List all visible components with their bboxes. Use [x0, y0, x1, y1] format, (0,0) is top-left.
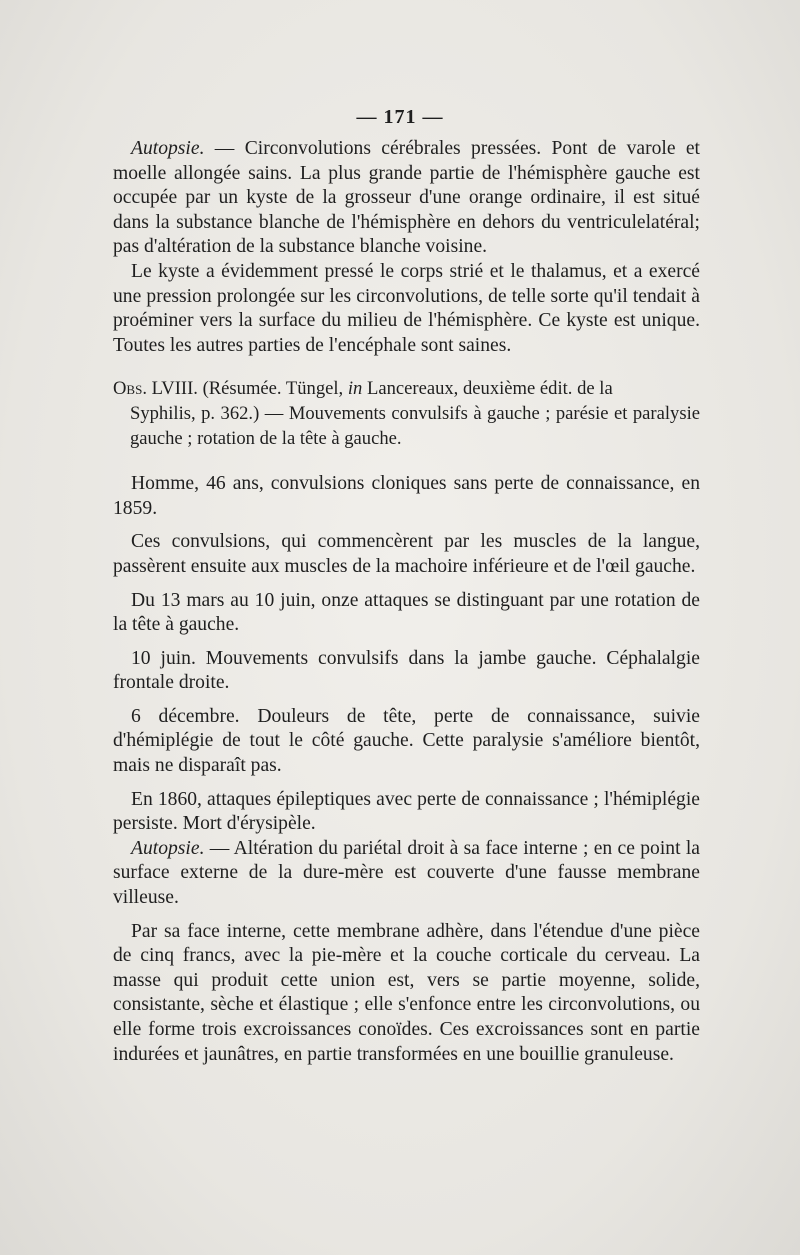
paragraph-autopsie-1: Autopsie. — Circonvolutions cérébrales pressées. Pont de varole et moelle allongée sains. La plus grande partie de l'hémisphère gauche est occupée par un kyste de la grosseur d'une orange ordinaire, il est situé dans la substance blanche de l'hémisphère en dehors du ventriculelatéral; pas d'altération de la substance blanche voisine.: [113, 138, 700, 258]
page-number: — 171 —: [356, 106, 444, 128]
paragraph-convulsions: Ces convulsions, qui commencèrent par les muscles de la langue, passèrent ensuite aux muscles de la machoire inférieure et de l'œil gauche.: [113, 531, 700, 577]
autopsie-label: Autopsie.: [131, 138, 205, 159]
observation-label: Obs. LVIII.: [113, 378, 198, 400]
paragraph-homme: Homme, 46 ans, convulsions cloniques sans perte de connaissance, en 1859.: [113, 473, 700, 519]
paragraph-10-juin: 10 juin. Mouvements convulsifs dans la jambe gauche. Céphalalgie frontale droite.: [113, 647, 700, 694]
body-text: [113, 137, 700, 1067]
paragraph-autopsie-2: Autopsie. — Altération du pariétal droit à sa face interne ; en ce point la surface externe de la dure-mère est couverte d'une fausse membrane villeuse.: [113, 837, 700, 909]
paragraph-kyste: Le kyste a évidemment pressé le corps strié et le thalamus, et a exercé une pression prolongée sur les circonvolutions, de telle sorte qu'il tendait à proéminer vers la surface du milieu de l'hémisphère. Ce kyste est unique. Toutes les autres parties de l'encéphale sont saines.: [113, 260, 700, 356]
autopsie-label: Autopsie.: [131, 837, 205, 859]
paragraph-1860: En 1860, attaques épileptiques avec perte de connaissance ; l'hémiplégie persiste. Mort d'érysipèle.: [113, 788, 700, 835]
paragraph-face-interne: Par sa face interne, cette membrane adhère, dans l'étendue d'une pièce de cinq francs, avec la pie-mère et la couche corticale du cerveau. La masse qui produit cette union est, vers se partie moyenne, solide, consistante, sèche et élastique ; elle s'enfonce entre les circonvolutions, ou elle forme trois excroissances conoïdes. Ces excroissances sont en partie indurées et jaunâtres, en partie transformées en une bouillie granuleuse.: [113, 920, 700, 1065]
paragraph-6-decembre: 6 décembre. Douleurs de tête, perte de connaissance, suivie d'hémiplégie de tout le côté gauche. Cette paralysie s'améliore bientôt, mais ne disparaît pas.: [113, 705, 700, 777]
observation-heading: Obs. LVIII. (Résumée. Tüngel, in Lancereaux, deuxième édit. de la Syphilis, p. 362.) — Mouvements convulsifs à gauche ; parésie et paralysie gauche ; rotation de la tête à gauche.: [113, 378, 700, 449]
paragraph-13-mars: Du 13 mars au 10 juin, onze attaques se distinguant par une rotation de la tête à gauche.: [113, 589, 700, 636]
